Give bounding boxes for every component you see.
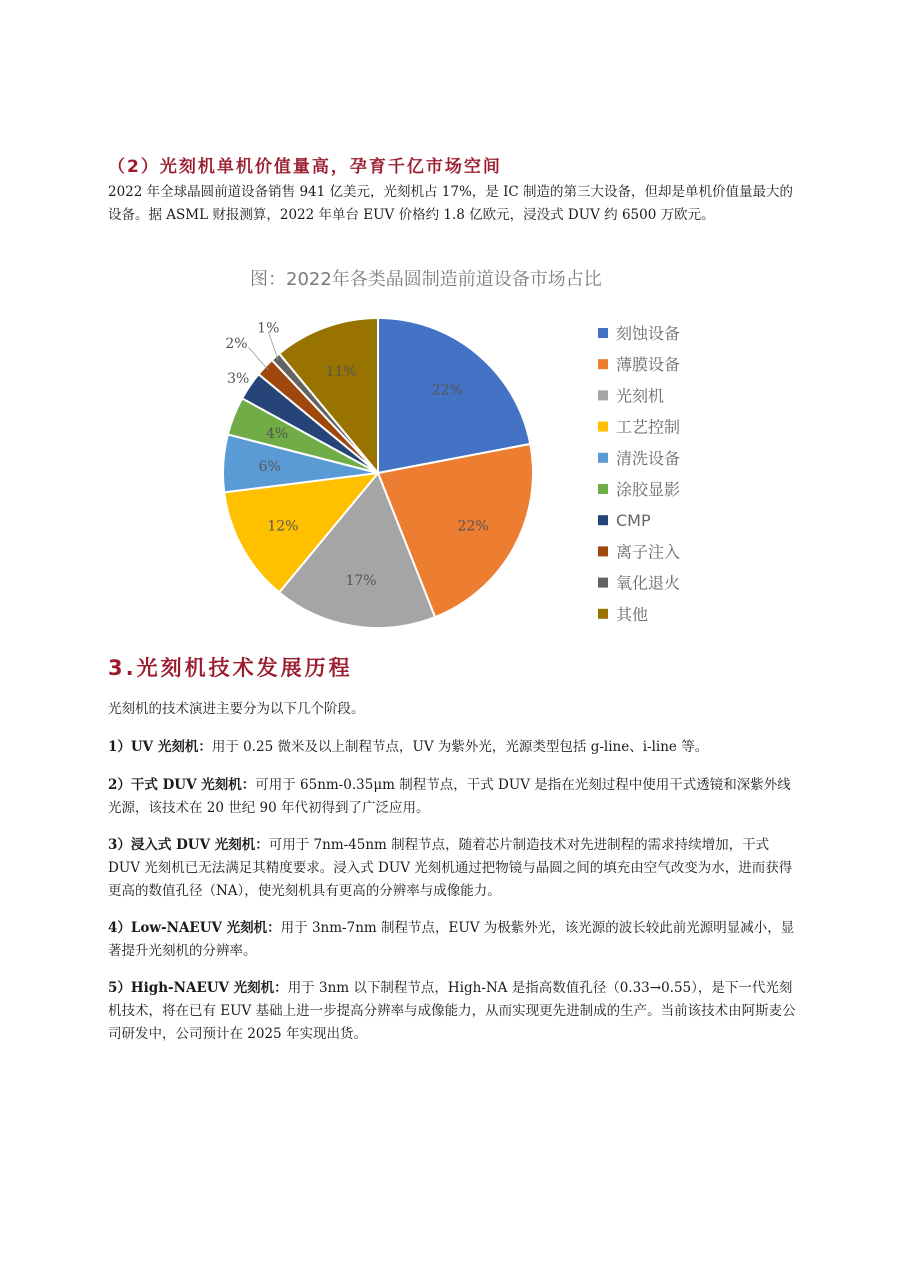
legend-swatch	[598, 328, 608, 338]
data-label: 17%	[345, 573, 377, 590]
data-label: 22%	[431, 382, 463, 399]
legend-label: 其他	[616, 604, 649, 624]
list-item	[108, 774, 798, 820]
section-heading: （2）光刻机单机价值量高，孕育千亿市场空间	[108, 157, 502, 177]
item-lead: 1）UV 光刻机：	[108, 739, 212, 755]
data-label: 4%	[266, 426, 289, 443]
item-lead: 3）浸入式 DUV 光刻机：	[108, 837, 269, 853]
list-item	[108, 736, 798, 759]
list-item	[108, 917, 798, 963]
section-heading-3: 3.光刻机技术发展历程	[108, 656, 353, 680]
legend-label: CMP	[616, 511, 651, 531]
chart-title: 图：2022年各类晶圆制造前道设备市场占比	[250, 269, 602, 290]
data-label: 12%	[267, 518, 299, 535]
section-paragraph: 2022 年全球晶圆前道设备销售 941 亿美元，光刻机占 17%，是 IC 制造的第三大设备，但却是单机价值量最大的设备。据 ASML 财报测算，2022 年单台 EUV 价格约 1.8 亿欧元，浸没式 DUV 约 6500 万欧元。	[108, 184, 794, 223]
data-label: 11%	[325, 363, 357, 380]
legend-swatch	[598, 484, 608, 494]
legend-swatch	[598, 515, 608, 525]
legend-swatch	[598, 422, 608, 432]
data-label: 6%	[258, 459, 281, 476]
pie-chart	[190, 300, 710, 640]
legend-label: 清洗设备	[616, 448, 681, 468]
data-label: 2%	[225, 336, 248, 353]
intro-text: 光刻机的技术演进主要分为以下几个阶段。	[108, 701, 365, 717]
data-label: 1%	[257, 320, 280, 337]
item-lead: 5）High-NAEUV 光刻机：	[108, 980, 288, 996]
legend-label: 离子注入	[616, 542, 681, 562]
list-item	[108, 834, 798, 903]
legend-swatch	[598, 609, 608, 619]
leader-line	[248, 347, 267, 369]
legend-label: 薄膜设备	[616, 355, 681, 375]
data-label: 22%	[457, 518, 489, 535]
legend-label: 氧化退火	[616, 573, 681, 593]
legend-swatch	[598, 390, 608, 400]
item-text: 用于 0.25 微米及以上制程节点，UV 为紫外光，光源类型包括 g-line、i-line 等。	[211, 739, 709, 755]
legend-swatch	[598, 359, 608, 369]
item-text: 用于 3nm-7nm 制程节点，EUV 为极紫外光，该光源的波长较此前光源明显减小，显著提升光刻机的分辨率。	[108, 920, 795, 959]
item-text: 用于 3nm 以下制程节点，High-NA 是指高数值孔径（0.33→0.55），是下一代光刻机技术，将在已有 EUV 基础上进一步提高分辨率与成像能力，从而实现更先进制成的生产。当前该技术由阿斯麦公司研发中，公司预计在 2025 年实现出货。	[108, 980, 796, 1042]
legend-swatch	[598, 578, 608, 588]
item-lead: 4）Low-NAEUV 光刻机：	[108, 920, 281, 936]
legend-label: 工艺控制	[616, 417, 681, 437]
legend-swatch	[598, 546, 608, 556]
data-label: 3%	[227, 371, 250, 388]
item-lead: 2）干式 DUV 光刻机：	[108, 777, 256, 793]
legend-label: 光刻机	[616, 386, 665, 406]
legend-swatch	[598, 453, 608, 463]
legend-label: 涂胶显影	[616, 480, 681, 499]
item-text: 可用于 7nm-45nm 制程节点，随着芯片制造技术对先进制程的需求持续增加，干式 DUV 光刻机已无法满足其精度要求。浸入式 DUV 光刻机通过把物镜与晶圆之间的填充由空气改变为水，进而获得更高的数值孔径（NA），使光刻机具有更高的分辨率与成像能力。	[108, 837, 793, 899]
item-text: 可用于 65nm-0.35μm 制程节点，干式 DUV 是指在光刻过程中使用干式透镜和深紫外线光源，该技术在 20 世纪 90 年代初得到了广泛应用。	[108, 777, 791, 816]
list-item	[108, 977, 798, 1046]
legend-label: 刻蚀设备	[616, 324, 681, 343]
